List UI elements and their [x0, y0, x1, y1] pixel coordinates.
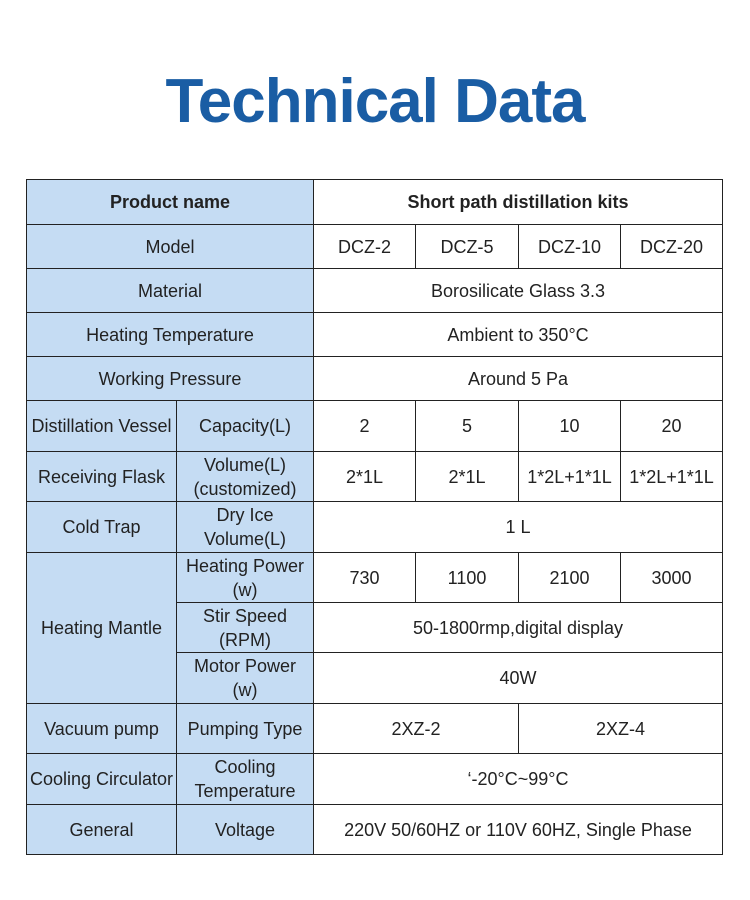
cooling-temperature-label: Cooling Temperature: [177, 754, 314, 805]
heating-mantle-label: Heating Mantle: [27, 553, 177, 704]
capacity-value: 2: [314, 401, 416, 452]
voltage-label: Voltage: [177, 805, 314, 855]
pumping-type-label: Pumping Type: [177, 704, 314, 754]
model-value: DCZ-10: [519, 225, 621, 269]
page-title: Technical Data: [165, 67, 585, 136]
general-label: General: [27, 805, 177, 855]
motor-power-value: 40W: [314, 653, 723, 704]
motor-power-label: Motor Power (w): [177, 653, 314, 704]
technical-data-table: [26, 179, 723, 855]
table-row: [27, 704, 723, 754]
heating-temperature-value: Ambient to 350°C: [314, 313, 723, 357]
heating-power-value: 730: [314, 553, 416, 603]
stir-speed-label: Stir Speed (RPM): [177, 603, 314, 653]
dry-ice-volume-value: 1 L: [314, 502, 723, 553]
capacity-value: 20: [621, 401, 723, 452]
table-row: [27, 805, 723, 855]
model-value: DCZ-2: [314, 225, 416, 269]
flask-volume-value: 1*2L+1*1L: [519, 452, 621, 502]
model-value: DCZ-20: [621, 225, 723, 269]
stir-speed-value: 50-1800rmp,digital display: [314, 603, 723, 653]
model-label: Model: [27, 225, 314, 269]
product-name-value: Short path distillation kits: [314, 180, 723, 225]
capacity-value: 10: [519, 401, 621, 452]
flask-volume-value: 2*1L: [314, 452, 416, 502]
flask-volume-label: Volume(L)(customized): [177, 452, 314, 502]
working-pressure-value: Around 5 Pa: [314, 357, 723, 401]
flask-volume-value: 1*2L+1*1L: [621, 452, 723, 502]
capacity-value: 5: [416, 401, 519, 452]
heating-temperature-label: Heating Temperature: [27, 313, 314, 357]
distillation-vessel-label: Distillation Vessel: [27, 401, 177, 452]
table-row: [27, 357, 723, 401]
table-row: [27, 502, 723, 553]
material-value: Borosilicate Glass 3.3: [314, 269, 723, 313]
table-row: [27, 452, 723, 502]
dry-ice-volume-label: Dry Ice Volume(L): [177, 502, 314, 553]
cold-trap-label: Cold Trap: [27, 502, 177, 553]
pumping-type-value: 2XZ-4: [519, 704, 723, 754]
flask-volume-value: 2*1L: [416, 452, 519, 502]
voltage-value: 220V 50/60HZ or 110V 60HZ, Single Phase: [314, 805, 723, 855]
pumping-type-value: 2XZ-2: [314, 704, 519, 754]
table-row: [27, 225, 723, 269]
table-row: [27, 269, 723, 313]
model-value: DCZ-5: [416, 225, 519, 269]
cooling-temperature-value: ‘-20°C~99°C: [314, 754, 723, 805]
table-row: [27, 754, 723, 805]
table-row: [27, 313, 723, 357]
heating-power-label: Heating Power (w): [177, 553, 314, 603]
capacity-label: Capacity(L): [177, 401, 314, 452]
table-row: [27, 401, 723, 452]
cooling-circulator-label: Cooling Circulator: [27, 754, 177, 805]
table-row: [27, 180, 723, 225]
heating-power-value: 3000: [621, 553, 723, 603]
receiving-flask-label: Receiving Flask: [27, 452, 177, 502]
material-label: Material: [27, 269, 314, 313]
working-pressure-label: Working Pressure: [27, 357, 314, 401]
heating-power-value: 1100: [416, 553, 519, 603]
table-row: [27, 553, 723, 603]
vacuum-pump-label: Vacuum pump: [27, 704, 177, 754]
heating-power-value: 2100: [519, 553, 621, 603]
product-name-label: Product name: [27, 180, 314, 225]
